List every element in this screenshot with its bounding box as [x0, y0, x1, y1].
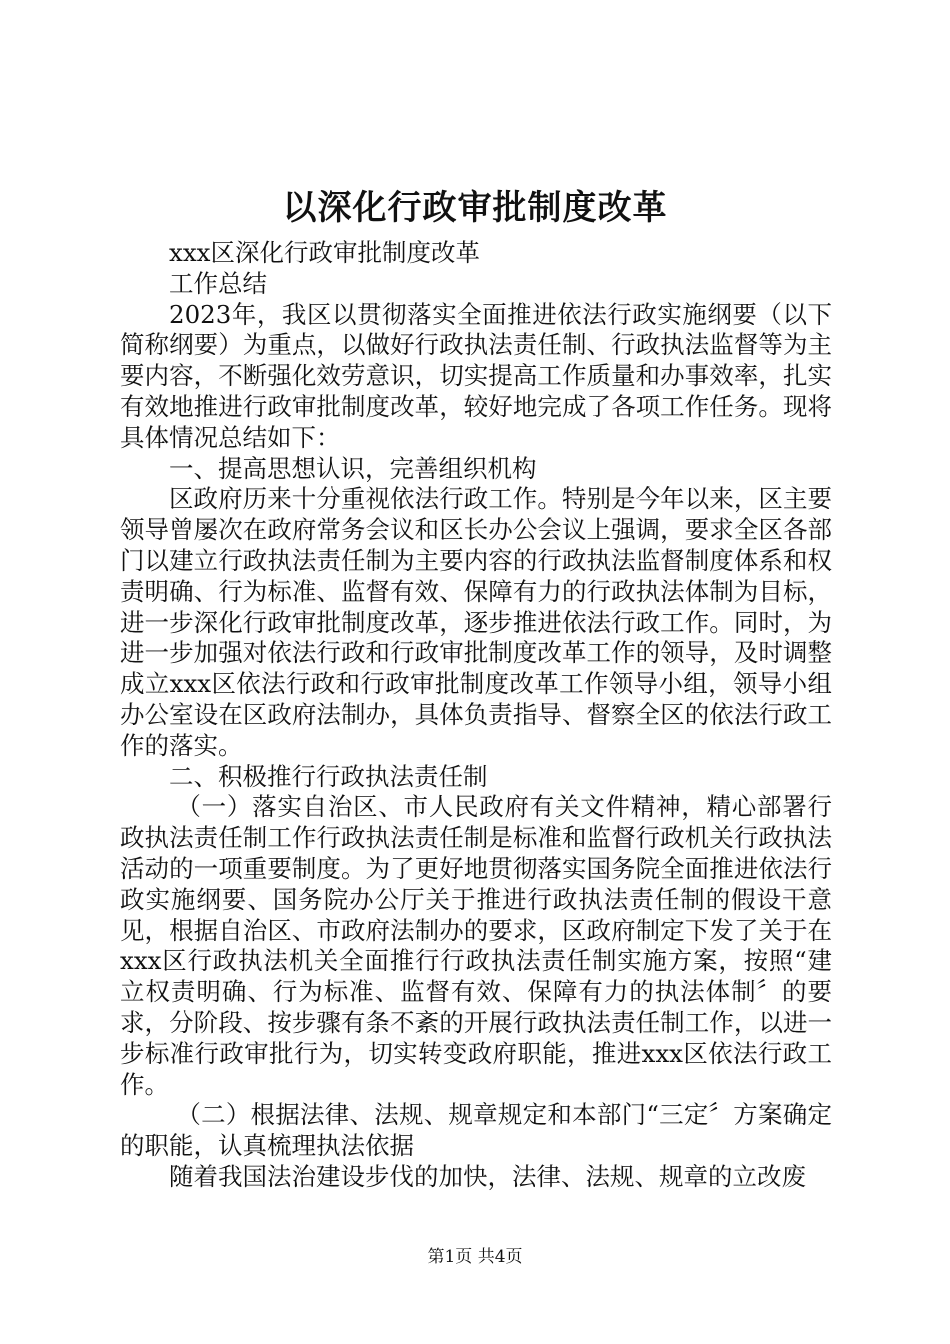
- document-body: [120, 238, 832, 1193]
- subtitle-line-1: xxx区深化行政审批制度改革: [169, 238, 480, 267]
- subsection-2-paragraph: 随着我国法治建设步伐的加快，法律、法规、规章的立改废: [169, 1161, 806, 1191]
- section-1-paragraph: 区政府历来十分重视依法行政工作。特别是今年以来，区主要领导曾屡次在政府常务会议和区长办公会议上强调，要求全区各部门以建立行政执法责任制为主要内容的行政执法监督制度体系和权责明确、行为标准、监督有效、保障有力的行政执法体制为目标，进一步深化行政审批制度改革，逐步推进依法行政工作。同时，为进一步加强对依法行政和行政审批制度改革工作的领导，及时调整成立xxx区依法行政和行政审批制度改革工作领导小组，领导小组办公室设在区政府法制办，具体负责指导、督察全区的依法行政工作的落实。: [120, 484, 832, 760]
- intro-paragraph: 2023年，我区以贯彻落实全面推进依法行政实施纲要（以下简称纲要）为重点，以做好行政执法责任制、行政执法监督等为主要内容，不断强化效劳意识，切实提高工作质量和办事效率，扎实有效地推进行政审批制度改革，较好地完成了各项工作任务。现将具体情况总结如下：: [120, 299, 832, 452]
- section-heading-2: 二、积极推行行政执法责任制: [169, 761, 488, 791]
- page-title: 以深化行政审批制度改革: [282, 188, 668, 228]
- subtitle-line-2: 工作总结: [169, 268, 267, 298]
- page-footer: 第1页 共4页: [427, 1247, 523, 1267]
- subsection-1-paragraph: （一）落实自治区、市人民政府有关文件精神，精心部署行政执法责任制工作行政执法责任制是标准和监督行政机关行政执法活动的一项重要制度。为了更好地贯彻落实国务院全面推进依法行政实施纲要、国务院办公厅关于推进行政执法责任制的假设干意见，根据自治区、市政府法制办的要求，区政府制定下发了关于在xxx区行政执法机关全面推行行政执法责任制实施方案，按照“建立权责明确、行为标准、监督有效、保障有力的执法体制〞的要求，分阶段、按步骤有条不紊的开展行政执法责任制工作，以进一步标准行政审批行为，切实转变政府职能，推进xxx区依法行政工作。: [120, 792, 832, 1099]
- section-heading-1: 一、提高思想认识，完善组织机构: [169, 453, 537, 483]
- subsection-2-heading: （二）根据法律、法规、规章规定和本部门“三定〞方案确定的职能，认真梳理执法依据: [120, 1100, 832, 1161]
